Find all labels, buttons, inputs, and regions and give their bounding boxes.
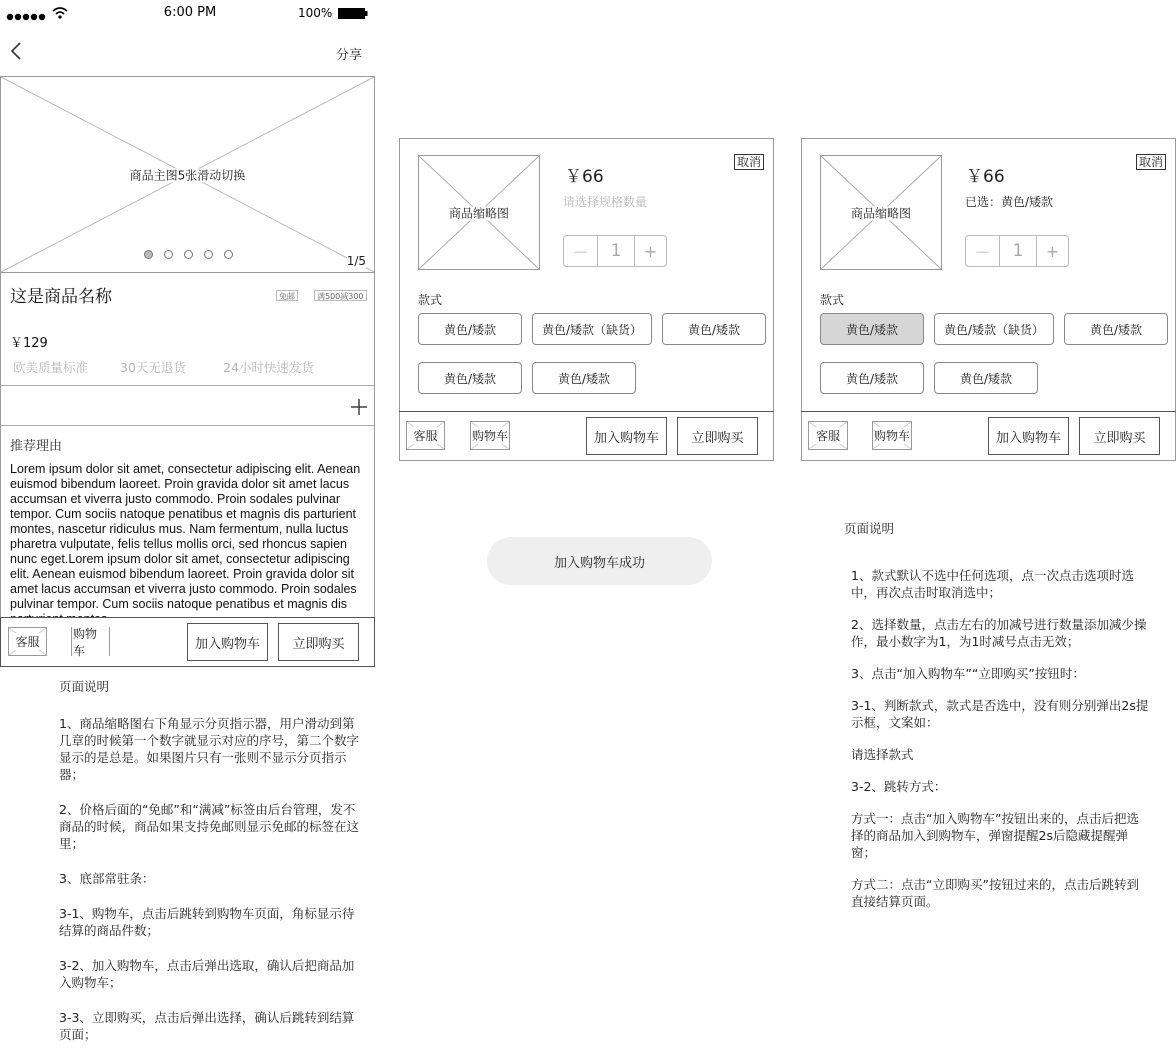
phone-side-border-left <box>0 273 1 667</box>
page-notes-right <box>851 567 1151 925</box>
style-label: 款式 <box>820 293 845 307</box>
cart-button[interactable] <box>470 421 510 450</box>
buy-now-button[interactable]: 立即购买 <box>1079 417 1160 455</box>
cancel-button[interactable]: 取消 <box>734 154 764 170</box>
customer-service-button[interactable] <box>808 421 848 450</box>
add-to-cart-button[interactable]: 加入购物车 <box>988 417 1069 455</box>
note-item: 3-1、购物车，点击后跳转到购物车页面，角标显示待结算的商品件数； <box>59 906 355 938</box>
plus-button[interactable]: + <box>1045 241 1060 261</box>
selected-spec: 已选：黄色/矮款 <box>965 195 1054 209</box>
style-option[interactable]: 黄色/矮款 <box>662 313 766 345</box>
customer-service-button[interactable] <box>8 627 47 656</box>
recommend-text: Lorem ipsum dolor sit amet, consectetur adipiscing elit. Aenean euismod bibendum laoreet. Proin gravida dolor sit amet lacus accumsan et viverra justo commodo. Proin sodales pulvinar tempor. Cum sociis natoque penatibus et magnis dis parturient montes, nascetur ridiculus mus. Nam fermentum, nulla luctus pharetra vulputate, felis tellus mollis orci, sed rhoncus sapien nunc eget.Lorem ipsum dolor sit amet, consectetur adipiscing elit. Aenean euismod bibendum laoreet. Proin gravida dolor sit amet lacus accumsan et viverra justo commodo. Proin sodales pulvinar tempor. Cum sociis natoque penatibus et magnis dis <box>10 462 361 611</box>
cart-label: 购物车 <box>874 429 911 443</box>
style-option[interactable]: 黄色/矮款 <box>532 362 636 394</box>
pager-dot[interactable] <box>164 250 173 259</box>
discount-tag: 满500减300 <box>314 290 367 301</box>
popup-price: ￥66 <box>966 167 1005 187</box>
customer-service-label: 客服 <box>15 635 40 649</box>
note-item: 3-2、加入购物车，点击后弹出选取，确认后把商品加入购物车； <box>59 958 355 990</box>
note-item: 3-3、立即购买，点击后弹出选择，确认后跳转到结算页面； <box>59 1010 355 1042</box>
main-image-label: 商品主图5张滑动切换 <box>129 168 246 182</box>
divider <box>399 411 774 412</box>
spec-hint: 请选择规格数量 <box>563 195 648 209</box>
notes-title-right: 页面说明 <box>844 521 895 536</box>
divider <box>801 411 1176 412</box>
pager-dot[interactable] <box>184 250 193 259</box>
style-option[interactable]: 黄色/矮款 <box>820 362 924 394</box>
note-item: 3、底部常驻条： <box>59 871 155 886</box>
customer-service-label: 客服 <box>815 429 840 443</box>
thumbnail-label: 商品缩略图 <box>448 206 509 220</box>
pager-dot[interactable] <box>224 250 233 259</box>
main-image-carousel[interactable] <box>0 76 375 273</box>
pager-dot[interactable] <box>204 250 213 259</box>
note-item: 方式二：点击“立即购买”按钮过来的，点击后跳转到直接结算页面。 <box>851 877 1139 909</box>
quantity-stepper <box>563 235 667 267</box>
success-toast <box>487 537 712 585</box>
recommend-title: 推荐理由 <box>10 439 63 454</box>
signal-icon <box>6 10 54 18</box>
phone-side-border-right <box>374 273 375 667</box>
note-item: 3-2、跳转方式： <box>851 779 947 794</box>
add-to-cart-button[interactable]: 加入购物车 <box>187 623 268 661</box>
note-item: 1、商品缩略图右下角显示分页指示器，用户滑动到第几章的时候第一个数字就显示对应的序号，第二个数字显示的是总是。如果图片只有一张则不显示分页指示器； <box>59 716 360 782</box>
note-item: 1、款式默认不选中任何选项，点一次点击选项时选中，再次点击时取消选中； <box>851 568 1134 600</box>
style-option[interactable]: 黄色/矮款（缺货） <box>532 313 652 345</box>
toast-text: 加入购物车成功 <box>553 555 645 571</box>
product-name: 这是商品名称 <box>10 287 112 307</box>
back-icon[interactable] <box>8 41 24 61</box>
battery-icon <box>338 8 368 19</box>
free-shipping-tag: 免邮 <box>276 290 298 301</box>
divider <box>0 425 375 426</box>
quantity-input[interactable]: 1 <box>597 236 635 266</box>
product-thumbnail <box>418 155 540 270</box>
thumbnail-label: 商品缩略图 <box>850 206 911 220</box>
buy-now-button[interactable]: 立即购买 <box>278 623 359 661</box>
note-item: 2、价格后面的“免邮”和“满减”标签由后台管理，发不商品的时候，商品如果支持免邮则显示免邮的标签在这里； <box>59 802 360 851</box>
quantity-input[interactable]: 1 <box>999 236 1037 266</box>
add-to-cart-button[interactable]: 加入购物车 <box>586 417 667 455</box>
style-option-selected[interactable]: 黄色/矮款 <box>820 313 924 345</box>
service-return: 30天无退货 <box>120 360 186 375</box>
plus-icon[interactable] <box>350 398 368 416</box>
cart-label: 购物车 <box>72 625 109 659</box>
page-notes-left <box>59 678 362 1061</box>
customer-service-button[interactable] <box>406 421 445 450</box>
note-item: 方式一：点击“加入购物车”按钮出来的，点击后把选择的商品加入到购物车，弹窗提醒2s后隐藏提醒弹窗； <box>851 811 1139 860</box>
page-indicator: 1/5 <box>346 254 366 268</box>
style-option[interactable]: 黄色/矮款 <box>934 362 1038 394</box>
buy-now-button[interactable]: 立即购买 <box>677 417 758 455</box>
note-item: 2、选择数量，点击左右的加减号进行数量添加减少操作，最小数字为1，为1时减号点击无效； <box>851 617 1147 649</box>
style-option[interactable]: 黄色/矮款 <box>418 362 522 394</box>
minus-button[interactable]: － <box>974 242 991 262</box>
divider <box>0 385 375 386</box>
wifi-icon <box>52 7 68 19</box>
product-price: ￥129 <box>10 336 48 351</box>
style-option[interactable]: 黄色/矮款（缺货） <box>934 313 1054 345</box>
note-item: 3-1、判断款式，款式是否选中，没有则分别弹出2s提示框，文案如： <box>851 698 1149 730</box>
share-button[interactable]: 分享 <box>336 48 363 63</box>
status-battery-text: 100% <box>298 6 333 20</box>
cart-label: 购物车 <box>472 429 509 443</box>
cart-button[interactable] <box>71 627 110 656</box>
notes-title: 页面说明 <box>59 679 110 694</box>
service-standard: 欧美质量标准 <box>13 360 89 375</box>
cart-button[interactable] <box>872 421 912 450</box>
quantity-stepper <box>965 235 1069 267</box>
popup-price: ￥66 <box>565 167 604 187</box>
style-option[interactable]: 黄色/矮款 <box>1064 313 1168 345</box>
customer-service-label: 客服 <box>413 429 438 443</box>
product-thumbnail <box>820 155 942 270</box>
note-item: 3、点击“加入购物车”“立即购买”按钮时： <box>851 666 1085 681</box>
service-shipping: 24小时快速发货 <box>223 360 314 375</box>
style-label: 款式 <box>418 293 443 307</box>
pager-dot[interactable] <box>144 250 153 259</box>
plus-button[interactable]: + <box>643 241 658 261</box>
cancel-button[interactable]: 取消 <box>1136 154 1166 170</box>
minus-button[interactable]: － <box>572 242 589 262</box>
note-item: 请选择款式 <box>851 747 914 762</box>
style-option[interactable]: 黄色/矮款 <box>418 313 522 345</box>
status-time: 6:00 PM <box>163 5 217 20</box>
